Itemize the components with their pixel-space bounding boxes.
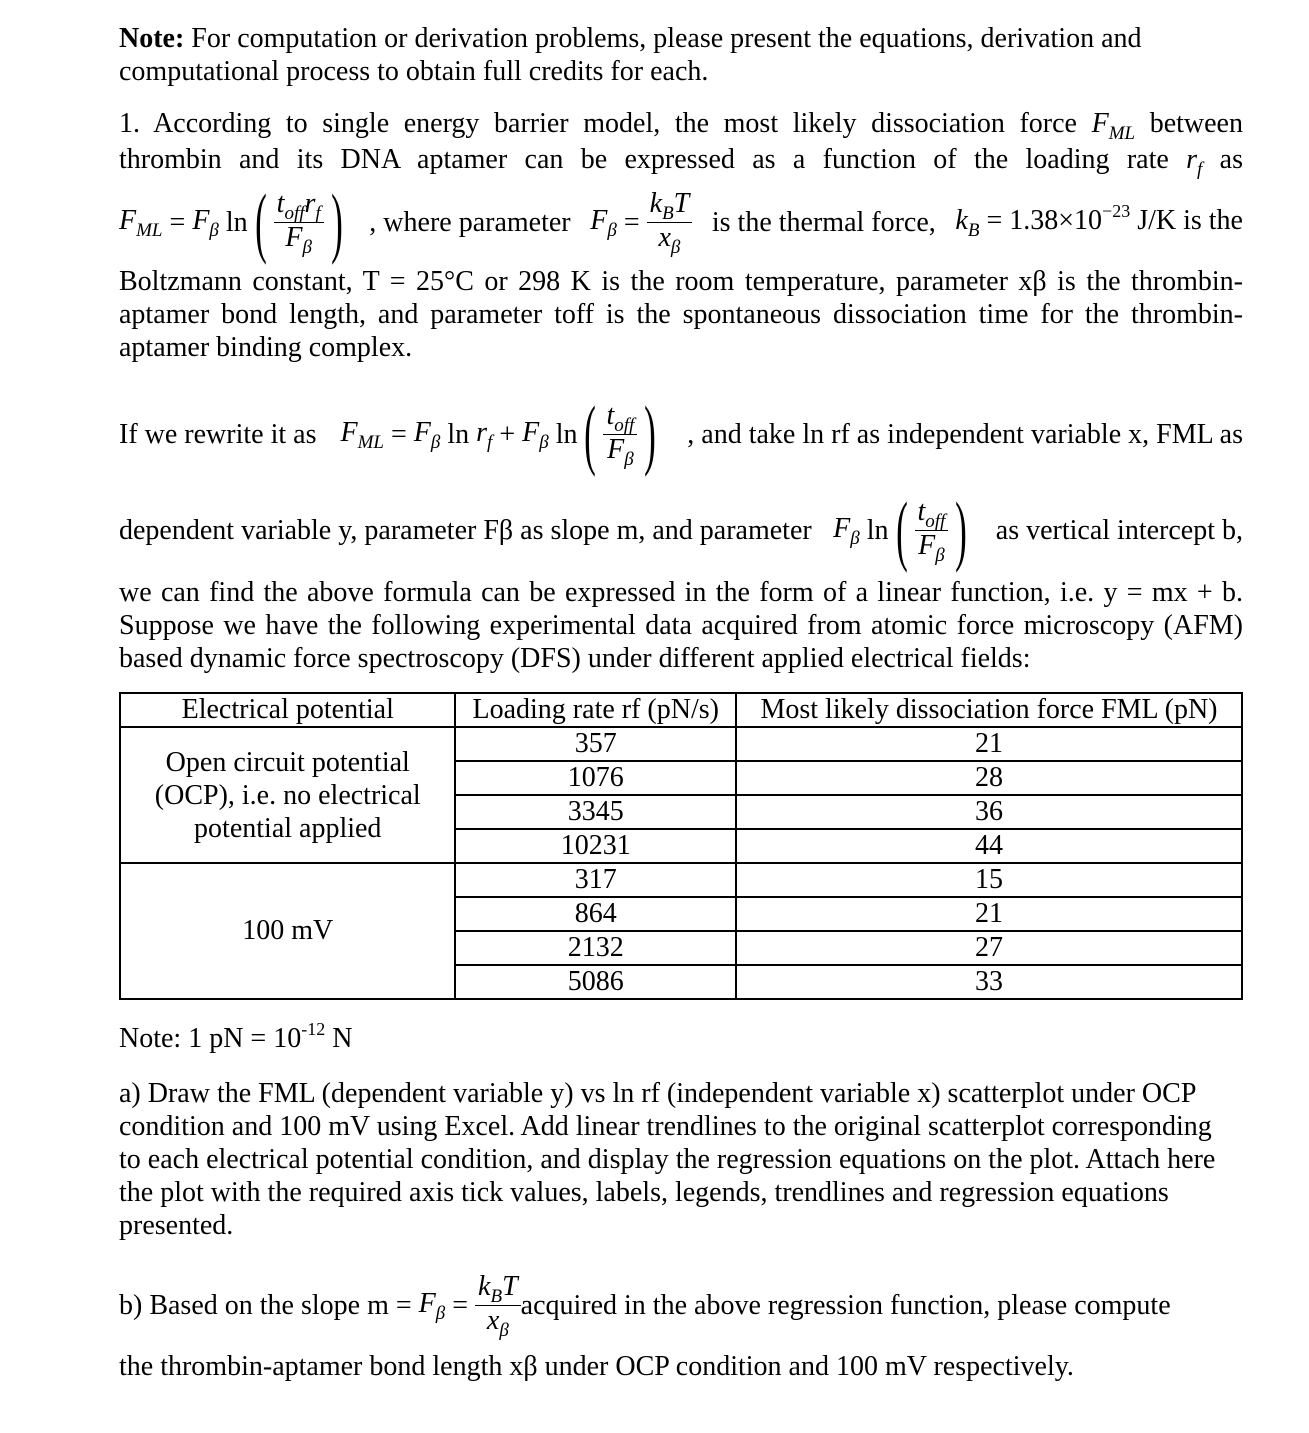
fml-equation-line: $F_{ML}$ = $F_\beta$ ln ( $\frac{t_{off}r_f}{F_\beta}$ ) , where parameter $F_\beta$ = $\frac{k_BT}{x_\beta}$ is the thermal force, $k_B = 1.38\times 10^{-23}$ J/K is the — [119, 178, 1243, 265]
group-label-ocp: Open circuit potential (OCP), i.e. no electrical potential applied — [120, 727, 455, 863]
general-note — [119, 22, 1243, 88]
note-text: For computation or derivation problems, please present the equations, derivation and computational process to obtain full credits for each. — [119, 23, 1142, 87]
force-cell: 33 — [736, 965, 1242, 999]
dfs-data-table — [119, 692, 1243, 1000]
table-header: Electrical potential — [120, 693, 455, 727]
force-cell: 21 — [736, 897, 1242, 931]
fml-formula: $F_{ML}$ = $F_\beta$ ln ( $\frac{t_{off}r_f}{F_\beta}$ ) — [119, 178, 343, 265]
loading-rate-cell: 10231 — [455, 829, 736, 863]
rewrite-line1: If we rewrite it as $F_{ML}$ = $F_\beta$ ln $r_f$ + $F_\beta$ ln ( $\frac{t_{off}}{F_\beta}$ ) , and take ln rf as independent variable x, FML as — [119, 390, 1243, 477]
force-cell: 28 — [736, 761, 1242, 795]
force-cell: 15 — [736, 863, 1242, 897]
table-header-row — [120, 693, 1242, 727]
document-page — [119, 22, 1243, 1383]
loading-rate-cell: 5086 — [455, 965, 736, 999]
slope-formula: $F_\beta$ = $\frac{k_BT}{x_\beta}$ — [419, 1272, 521, 1339]
part-b-line2: the thrombin-aptamer bond length xβ under OCP condition and 100 mV respectively. — [119, 1351, 1074, 1382]
force-cell: 36 — [736, 795, 1242, 829]
table-header: Most likely dissociation force FML (pN) — [736, 693, 1242, 727]
thermal-force-formula: $F_\beta$ = $\frac{k_BT}{x_\beta}$ — [590, 189, 692, 256]
force-cell: 27 — [736, 931, 1242, 965]
force-cell: 21 — [736, 727, 1242, 761]
part-a-text: a) Draw the FML (dependent variable y) vs ln rf (independent variable x) scatterplot under OCP condition and 100 mV using Excel. Add linear trendlines to the original scatterplot corresponding to each electrical potential condition, and display the regression equations on the plot. Attach here the plot with the required axis tick values, labels, legends, trendlines and regression equations presented. — [119, 1078, 1216, 1241]
q1-line6: aptamer binding complex. — [119, 332, 413, 363]
fml-symbol: F — [1091, 108, 1109, 139]
table-header: Loading rate rf (pN/s) — [455, 693, 736, 727]
force-cell: 44 — [736, 829, 1242, 863]
loading-rate-cell: 1076 — [455, 761, 736, 795]
rewrite-line3: we can find the above formula can be expressed in the form of a linear function, i.e. y = mx + b. — [119, 577, 1243, 608]
table-row — [120, 863, 1242, 897]
rewrite-line4: Suppose we have the following experimental data acquired from atomic force microscopy (AFM) — [119, 610, 1243, 641]
part-b-line1: b) Based on the slope m = $F_\beta$ = $\frac{k_BT}{x_\beta}$ acquired in the above regression function, please compute — [119, 1270, 1171, 1341]
group-label-100mv: 100 mV — [120, 863, 455, 999]
note-label: Note: — [119, 23, 185, 54]
intercept-formula: $F_\beta$ ln ( $\frac{t_{off}}{F_\beta}$ ) — [833, 486, 968, 573]
q1-line5: aptamer bond length, and parameter toff is the spontaneous dissociation time for the thrombin- — [119, 299, 1243, 330]
q1-line4: Boltzmann constant, T = 25°C or 298 K is the room temperature, parameter xβ is the thrombin- — [119, 266, 1243, 297]
unit-note: Note: 1 pN = $10^{-12}$ N — [119, 1019, 353, 1054]
loading-rate-cell: 864 — [455, 897, 736, 931]
rewrite-formula: $F_{ML}$ = $F_\beta$ ln $r_f$ + $F_\beta$ ln ( $\frac{t_{off}}{F_\beta}$ ) — [340, 390, 657, 477]
q1-line1: 1. According to single energy barrier model, the most likely dissociation force $F_{ML}$ between — [119, 108, 1243, 144]
loading-rate-cell: 357 — [455, 727, 736, 761]
rewrite-line2: dependent variable y, parameter Fβ as slope m, and parameter $F_\beta$ ln ( $\frac{t_{off}}{F_\beta}$ ) as vertical intercept b, — [119, 486, 1243, 573]
loading-rate-cell: 317 — [455, 863, 736, 897]
q1-line2: thrombin and its DNA aptamer can be expressed as a function of the loading rate $r_f$ as — [119, 144, 1243, 180]
table-row — [120, 727, 1242, 761]
loading-rate-cell: 3345 — [455, 795, 736, 829]
rewrite-line5: based dynamic force spectroscopy (DFS) under different applied electrical fields: — [119, 643, 1031, 674]
loading-rate-cell: 2132 — [455, 931, 736, 965]
